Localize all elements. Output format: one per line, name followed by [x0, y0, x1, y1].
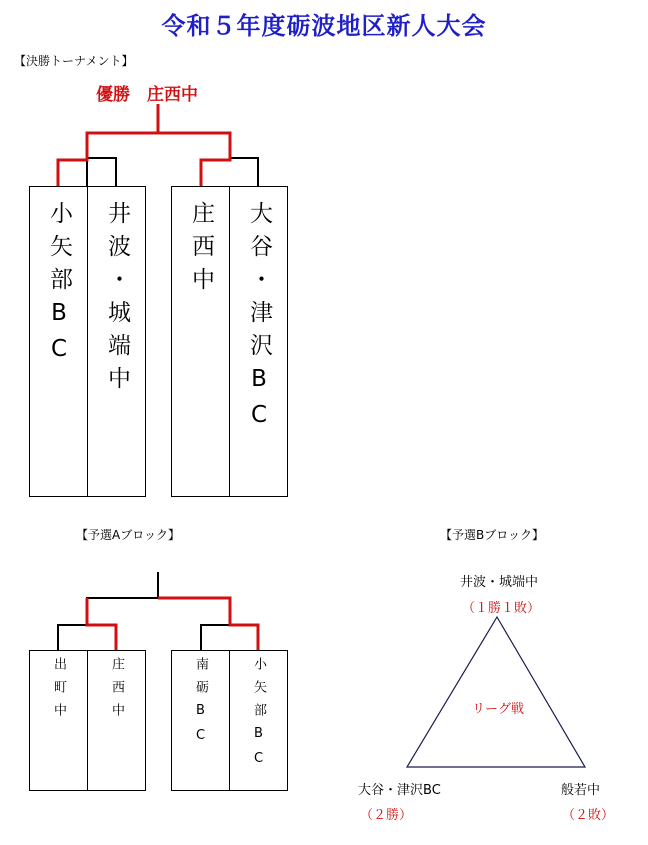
block-b-team-right: 般若中 [561, 783, 601, 798]
team-name: 小矢部BC [251, 657, 266, 776]
champion-label: 優勝 庄西中 [96, 85, 198, 105]
team-name: 庄西中 [109, 657, 124, 726]
page-title: 令和５年度砺波地区新人大会 [161, 12, 487, 40]
team-box-final-2 [87, 186, 146, 497]
team-name: 出町中 [51, 657, 66, 726]
block-b-section-label: 【予選Bブロック】 [440, 528, 544, 542]
team-box-a-2 [87, 650, 146, 791]
team-box-a-1 [29, 650, 88, 791]
team-name: 井波・城端中 [104, 201, 130, 399]
team-box-a-3 [171, 650, 230, 791]
team-name: 南砺BC [193, 657, 208, 753]
block-b-team-left: 大谷・津沢BC [358, 783, 441, 798]
block-b-record-right: （２敗） [562, 808, 615, 823]
team-name: 小矢部BC [46, 201, 72, 372]
team-box-a-4 [229, 650, 288, 791]
block-a-section-label: 【予選Aブロック】 [76, 528, 180, 542]
team-name: 大谷・津沢BC [246, 201, 272, 438]
team-name: 庄西中 [188, 201, 214, 300]
block-b-record-left: （２勝） [360, 808, 413, 823]
team-box-final-3 [171, 186, 230, 497]
league-label: リーグ戦 [472, 702, 525, 717]
block-b-record-top: （１勝１敗） [462, 601, 541, 616]
team-box-final-4 [229, 186, 288, 497]
block-b-team-top: 井波・城端中 [460, 575, 539, 590]
team-box-final-1 [29, 186, 88, 497]
final-section-label: 【決勝トーナメント】 [14, 54, 134, 68]
